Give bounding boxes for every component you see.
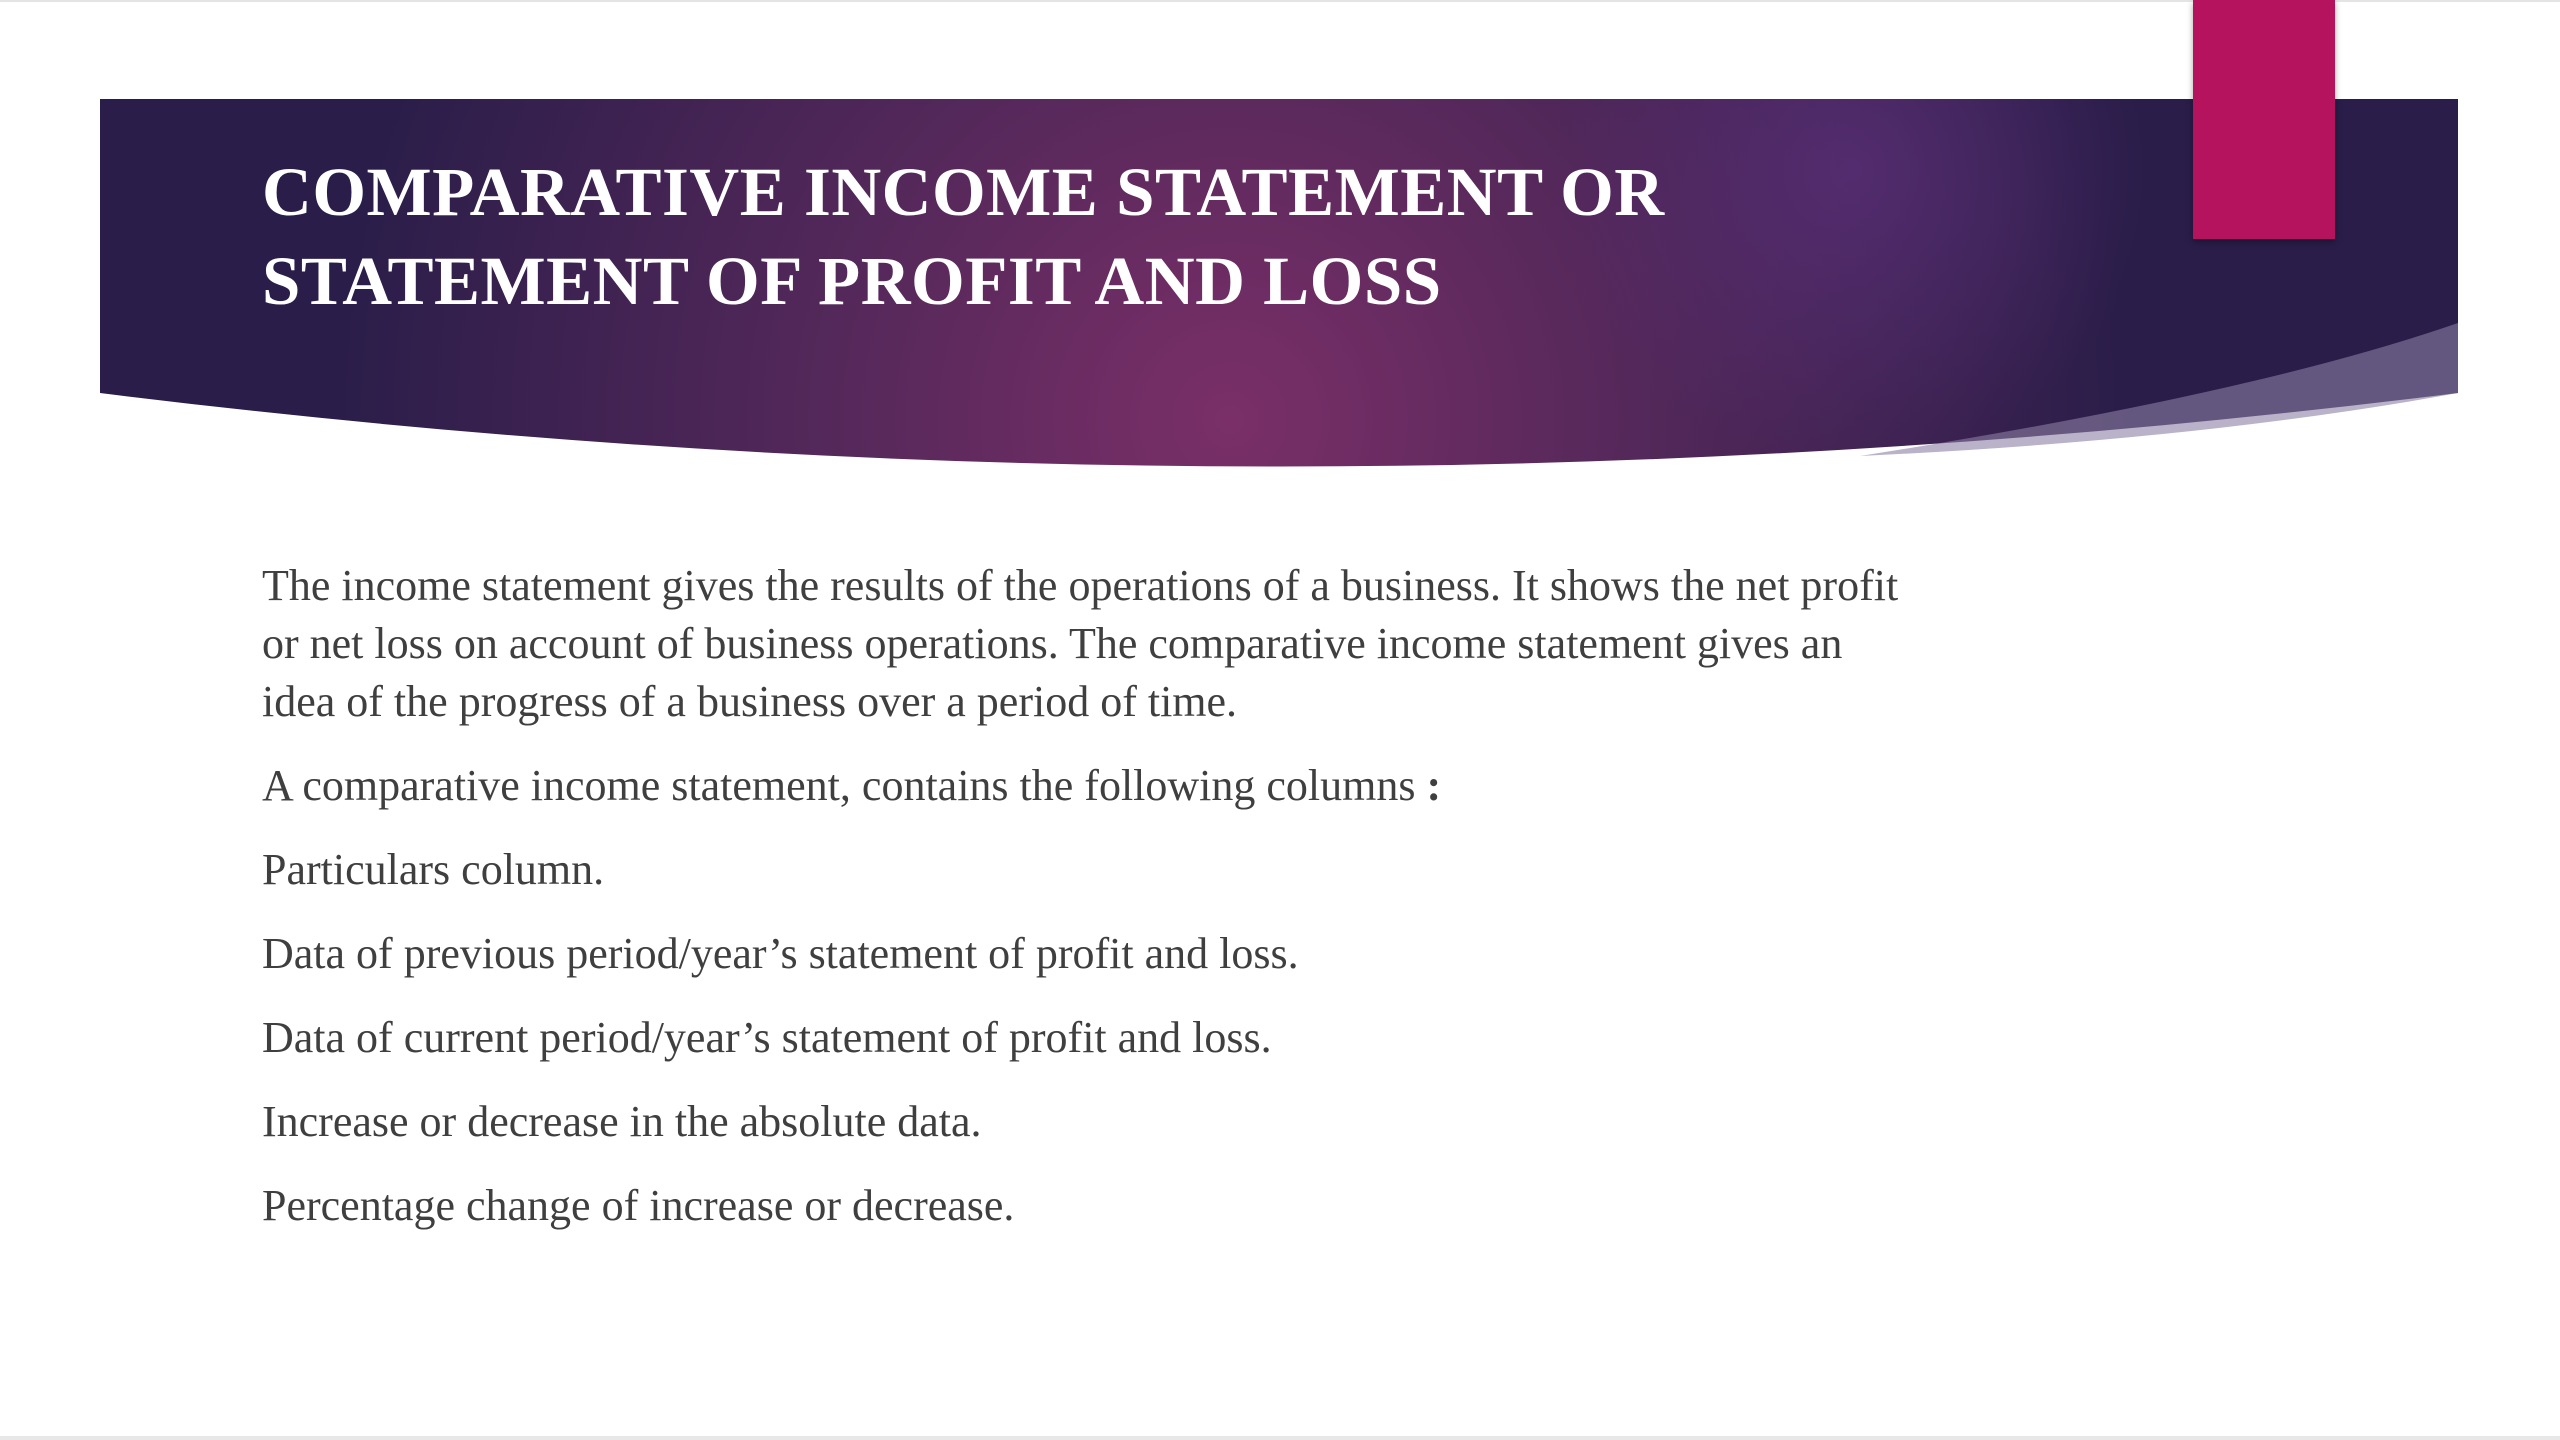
intro-paragraph xyxy=(262,557,2082,731)
bottom-divider xyxy=(0,1436,2560,1440)
list-item: Particulars column. xyxy=(262,845,605,894)
columns-lead-text: A comparative income statement, contains the following columns xyxy=(262,761,1427,810)
intro-line: or net loss on account of business operations. The comparative income statement gives an xyxy=(262,619,1843,668)
list-item: Data of previous period/year’s statement of profit and loss. xyxy=(262,929,1299,978)
list-item: Increase or decrease in the absolute data. xyxy=(262,1097,982,1146)
column-list xyxy=(262,841,2082,1235)
slide-title-line: COMPARATIVE INCOME STATEMENT OR xyxy=(262,154,1665,230)
slide-title xyxy=(262,148,2162,326)
intro-line: The income statement gives the results of the operations of a business. It shows the net profit xyxy=(262,561,1899,610)
list-item: Data of current period/year’s statement of profit and loss. xyxy=(262,1013,1272,1062)
slide-title-line: STATEMENT OF PROFIT AND LOSS xyxy=(262,243,1442,319)
slide-body xyxy=(262,557,2082,1261)
columns-lead-colon: : xyxy=(1426,761,1442,810)
accent-tab xyxy=(2193,0,2335,239)
columns-lead xyxy=(262,757,2082,815)
intro-line: idea of the progress of a business over a period of time. xyxy=(262,677,1238,726)
list-item: Percentage change of increase or decrease. xyxy=(262,1181,1015,1230)
